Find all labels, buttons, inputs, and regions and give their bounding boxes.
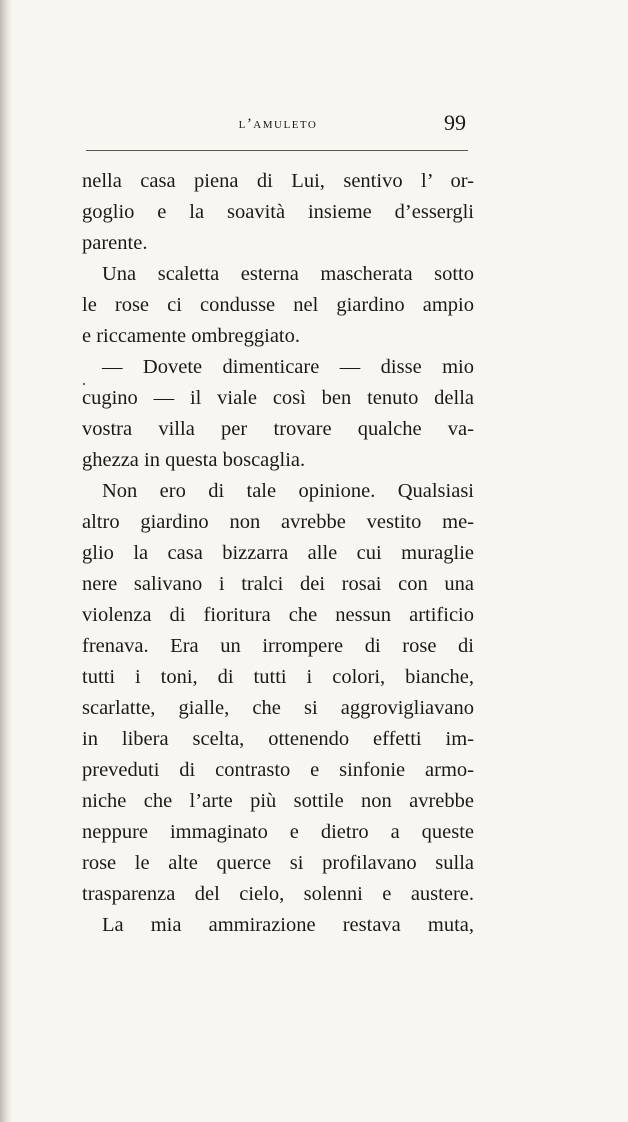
text-line: niche che l’arte più sottile non avrebbe: [82, 790, 474, 812]
text-line: ghezza in questa boscaglia.: [82, 449, 306, 471]
running-title: l’amuleto: [238, 116, 318, 132]
text-line: vostra villa per trovare qualche va-: [82, 418, 474, 440]
text-line: neppure immaginato e dietro a queste: [82, 821, 474, 843]
text-line: cugino — il viale così ben tenuto della: [82, 387, 474, 409]
header-rule: [86, 150, 468, 151]
page-spine-shadow: [0, 0, 12, 1122]
page-header: [82, 108, 474, 144]
text-line: goglio e la soavità insieme d’essergli: [82, 201, 474, 223]
text-line: tutti i toni, di tutti i colori, bianche,: [82, 666, 474, 688]
text-line: La mia ammirazione restava muta,: [102, 914, 474, 936]
text-line: e riccamente ombreggiato.: [82, 325, 300, 347]
text-line: scarlatte, gialle, che si aggrovigliavano: [82, 697, 474, 719]
text-line: — Dovete dimenticare — disse mio: [102, 356, 474, 378]
text-line: nella casa piena di Lui, sentivo l’ or-: [82, 170, 474, 192]
body-text: [82, 166, 474, 941]
text-line: violenza di fioritura che nessun artificio: [82, 604, 474, 626]
text-line: preveduti di contrasto e sinfonie armo-: [82, 759, 474, 781]
page-number: 99: [444, 110, 466, 135]
text-line: Una scaletta esterna mascherata sotto: [102, 263, 474, 285]
text-line: rose le alte querce si profilavano sulla: [82, 852, 474, 874]
text-line: trasparenza del cielo, solenni e austere.: [82, 883, 474, 905]
text-line: parente.: [82, 232, 148, 254]
text-line: nere salivano i tralci dei rosai con una: [82, 573, 474, 595]
text-line: in libera scelta, ottenendo effetti im-: [82, 728, 474, 750]
text-line: frenava. Era un irrompere di rose di: [82, 635, 474, 657]
text-line: altro giardino non avrebbe vestito me-: [82, 511, 474, 533]
text-line: le rose ci condusse nel giardino ampio: [82, 294, 474, 316]
text-line: glio la casa bizzarra alle cui muraglie: [82, 542, 474, 564]
text-line: Non ero di tale opinione. Qualsiasi: [102, 480, 474, 502]
